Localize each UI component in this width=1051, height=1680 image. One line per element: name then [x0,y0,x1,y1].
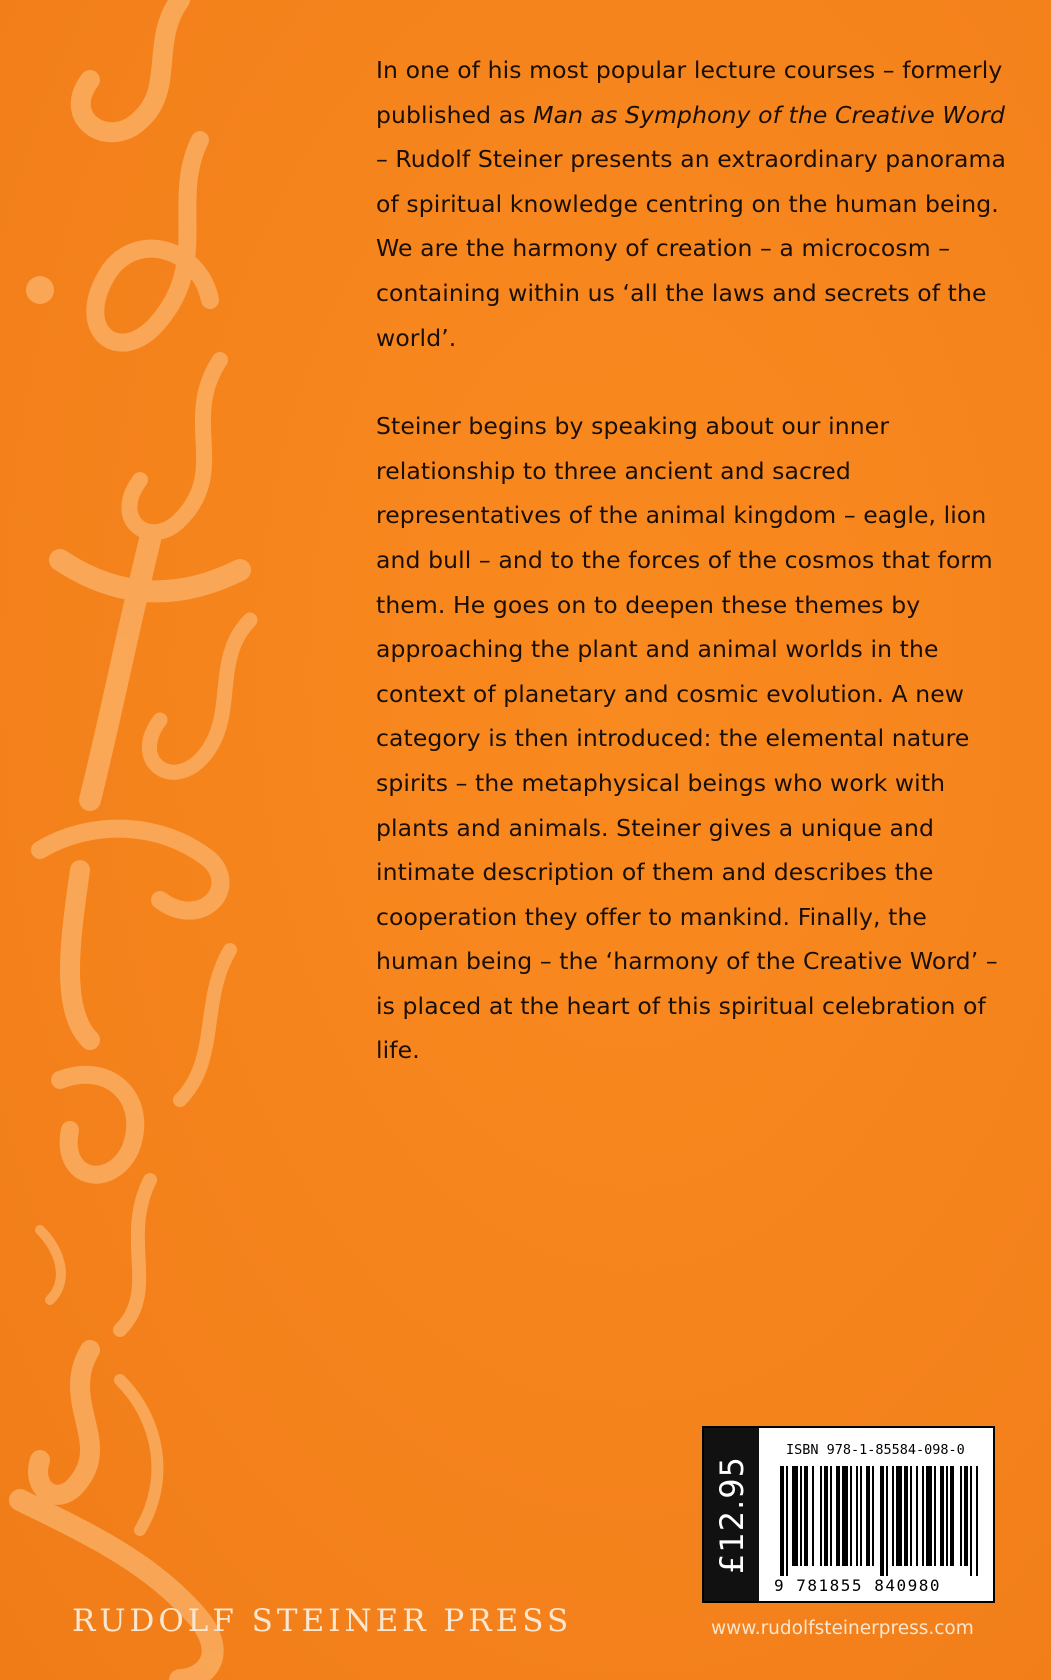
barcode-bar [792,1466,798,1566]
price-strip [704,1428,759,1601]
barcode-digits: 9 781855 840980 [774,1576,941,1595]
barcode-bar [886,1466,888,1576]
barcode-bar [820,1466,822,1566]
publisher-name: RUDOLF STEINER PRESS [72,1603,573,1639]
barcode-bar [910,1466,912,1566]
barcode-bar [896,1466,902,1566]
barcode-bar [970,1466,972,1576]
barcode-bar [842,1466,848,1566]
blurb-p1-intro: In one of his most popular lecture courses – formerly published as [376,56,1003,129]
barcode-bar [976,1466,978,1576]
barcode-bar [866,1466,870,1566]
barcode-bar [836,1466,840,1566]
barcode-bar [950,1466,954,1566]
barcode-bar [800,1466,802,1566]
blurb-p1-rest: – Rudolf Steiner presents an extraordinary panorama of spiritual knowledge centring on the human being. We are the harmony of creation – a microcosm – containing within us ‘all the laws and secrets of the world’. [376,145,1007,352]
barcode-bars [780,1466,984,1576]
barcode-bar [812,1466,814,1566]
barcode-bar [960,1466,962,1566]
barcode-bar [824,1466,828,1566]
isbn-label: ISBN 978-1-85584-098-0 [786,1442,965,1458]
barcode-bar [856,1466,858,1566]
blurb-paragraph-2: Steiner begins by speaking about our inner relationship to three ancient and sacred representatives of the animal kingdom – eagle, lion and bull – and to the forces of the cosmos that form them. He goes on to deepen these themes by approaching the plant and animal worlds in the context of planetary and cosmic evolution. A new category is then introduced: the elemental nature spirits – the metaphysical beings who work with plants and animals. Steiner gives a unique and intimate description of them and describes the cooperation they offer to mankind. Finally, the human being – the ‘harmony of the Creative Word’ – is placed at the heart of this spiritual celebration of life. [376,412,998,1065]
barcode-bar [926,1466,932,1566]
barcode-bar [830,1466,832,1566]
publisher-website[interactable]: www.rudolfsteinerpress.com [711,1618,974,1639]
barcode-bar [922,1466,924,1566]
signature-watermark [0,0,360,1680]
barcode-bar [904,1466,908,1566]
barcode-bar [892,1466,894,1566]
barcode-panel [702,1426,995,1603]
barcode-bar [940,1466,944,1566]
blurb-text [376,48,1016,1117]
blurb-paragraph-1 [376,48,1016,360]
barcode-bar [880,1466,884,1576]
barcode-bar [850,1466,852,1566]
barcode-bar [804,1466,808,1566]
price-label: £12.95 [712,1455,751,1574]
former-book-title: Man as Symphony of the Creative Word [533,100,1005,129]
barcode-bar [946,1466,948,1566]
barcode-bar [872,1466,874,1566]
barcode-bar [860,1466,862,1566]
barcode-bar [934,1466,936,1566]
barcode-bar [780,1466,784,1576]
barcode-bar [916,1466,918,1566]
barcode-bar [964,1466,968,1566]
barcode-bar [786,1466,788,1576]
